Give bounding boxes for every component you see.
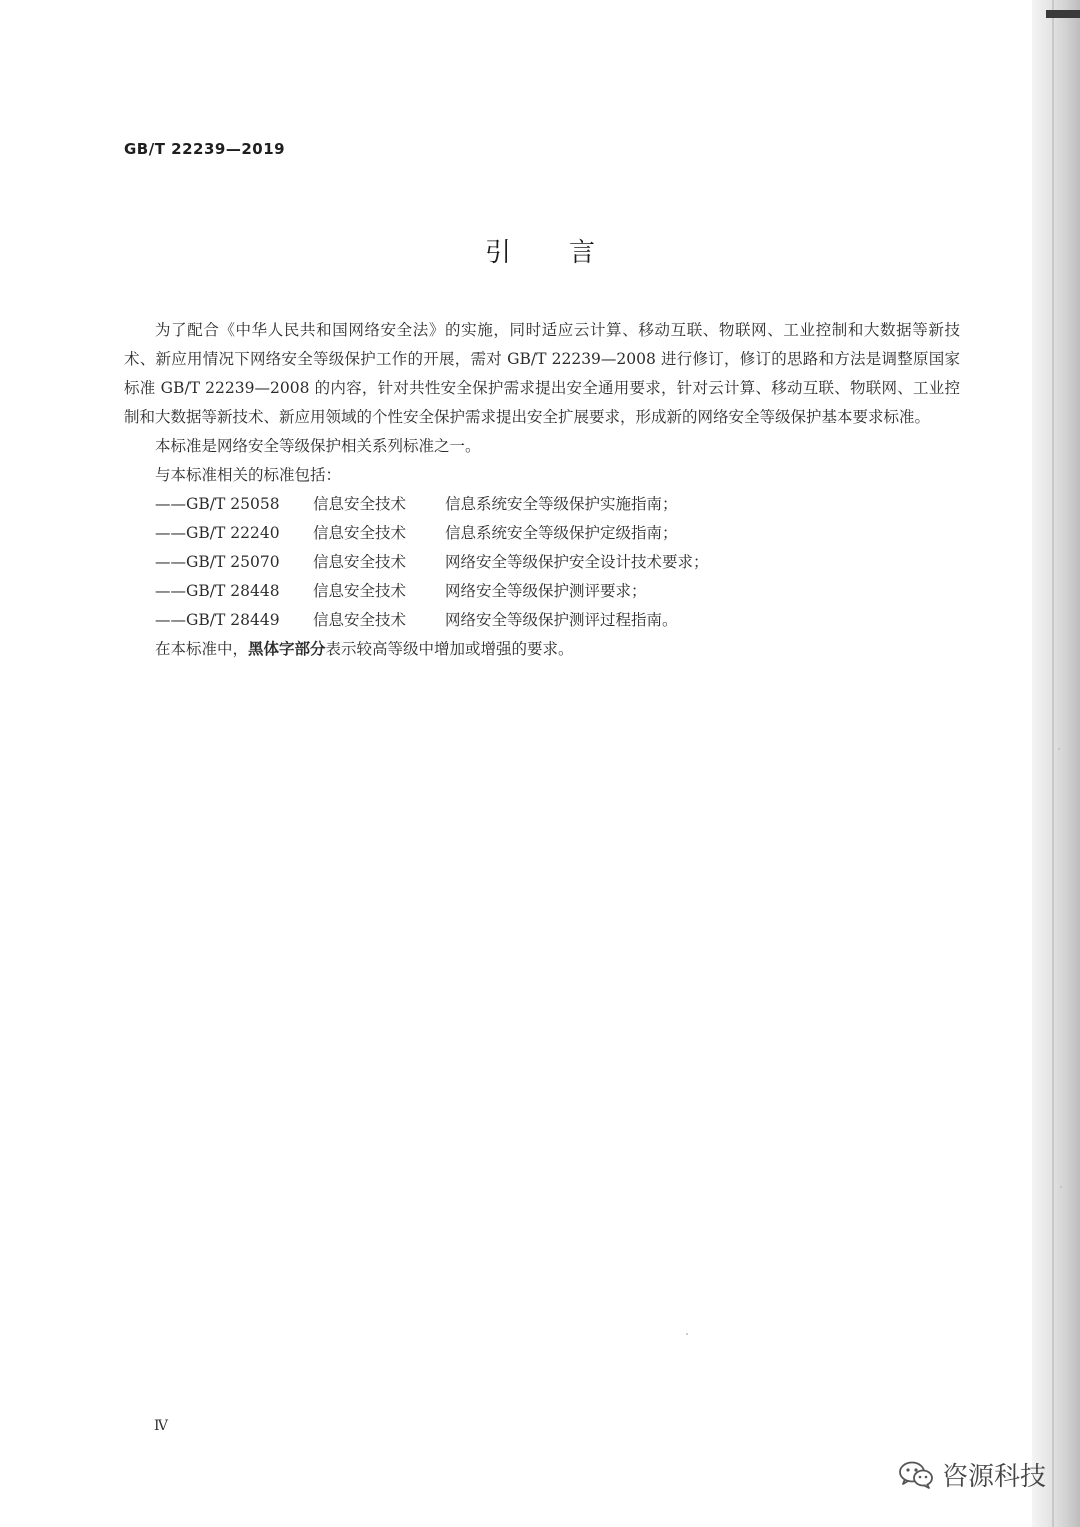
document-body xyxy=(124,316,960,664)
scan-page-edge-mark xyxy=(1046,10,1080,18)
list-item xyxy=(124,577,960,606)
standard-category: 信息安全技术 xyxy=(313,495,407,513)
page-number: Ⅳ xyxy=(154,1418,168,1434)
standard-category: 信息安全技术 xyxy=(313,611,407,629)
standard-code: ——GB/T 22240 xyxy=(155,524,280,542)
note-prefix: 在本标准中， xyxy=(155,640,249,658)
watermark-text: 咨源科技 xyxy=(941,1462,1046,1492)
scan-page-edge-line xyxy=(1052,0,1054,1527)
related-standards-list xyxy=(124,490,960,635)
standard-category: 信息安全技术 xyxy=(313,553,407,571)
standard-category: 信息安全技术 xyxy=(313,524,407,542)
list-item xyxy=(124,606,960,635)
scan-speck xyxy=(686,1333,688,1335)
scan-page-edge xyxy=(1032,0,1080,1527)
standard-name: 网络安全等级保护安全设计技术要求； xyxy=(445,553,709,571)
watermark xyxy=(898,1456,1046,1493)
list-item xyxy=(124,519,960,548)
list-item xyxy=(124,490,960,519)
standard-name: 网络安全等级保护测评过程指南。 xyxy=(445,611,678,629)
intro-paragraph: 为了配合《中华人民共和国网络安全法》的实施，同时适应云计算、移动互联、物联网、工业控制和大数据等新技术、新应用情况下网络安全等级保护工作的开展，需对 GB/T 22239—2008 进行修订，修订的思路和方法是调整原国家标准 GB/T 22239—2008 的内容，针对共性安全保护需求提出安全通用要求，针对云计算、移动互联、物联网、工业控制和大数据等新技术、新应用领域的个性安全保护需求提出安全扩展要求，形成新的网络安全等级保护基本要求标准。 xyxy=(124,321,960,426)
standard-code: ——GB/T 25070 xyxy=(155,553,280,571)
series-paragraph: 本标准是网络安全等级保护相关系列标准之一。 xyxy=(155,437,481,455)
bold-note xyxy=(124,635,960,664)
standard-name: 网络安全等级保护测评要求； xyxy=(445,582,647,600)
standard-code-header: GB/T 22239—2019 xyxy=(124,140,286,158)
standard-category: 信息安全技术 xyxy=(313,582,407,600)
standard-name: 信息系统安全等级保护实施指南； xyxy=(445,495,678,513)
wechat-icon xyxy=(898,1460,934,1490)
related-intro: 与本标准相关的标准包括： xyxy=(155,466,342,484)
note-suffix: 表示较高等级中增加或增强的要求。 xyxy=(325,640,574,658)
scan-speck xyxy=(1060,1186,1062,1188)
page-title: 引言 xyxy=(484,238,653,268)
standard-code: ——GB/T 25058 xyxy=(155,495,280,513)
list-item xyxy=(124,548,960,577)
standard-name: 信息系统安全等级保护定级指南； xyxy=(445,524,678,542)
scan-speck xyxy=(1058,748,1060,750)
standard-code: ——GB/T 28449 xyxy=(155,611,280,629)
note-bold-text: 黑体字部分 xyxy=(248,640,326,658)
standard-code: ——GB/T 28448 xyxy=(155,582,280,600)
